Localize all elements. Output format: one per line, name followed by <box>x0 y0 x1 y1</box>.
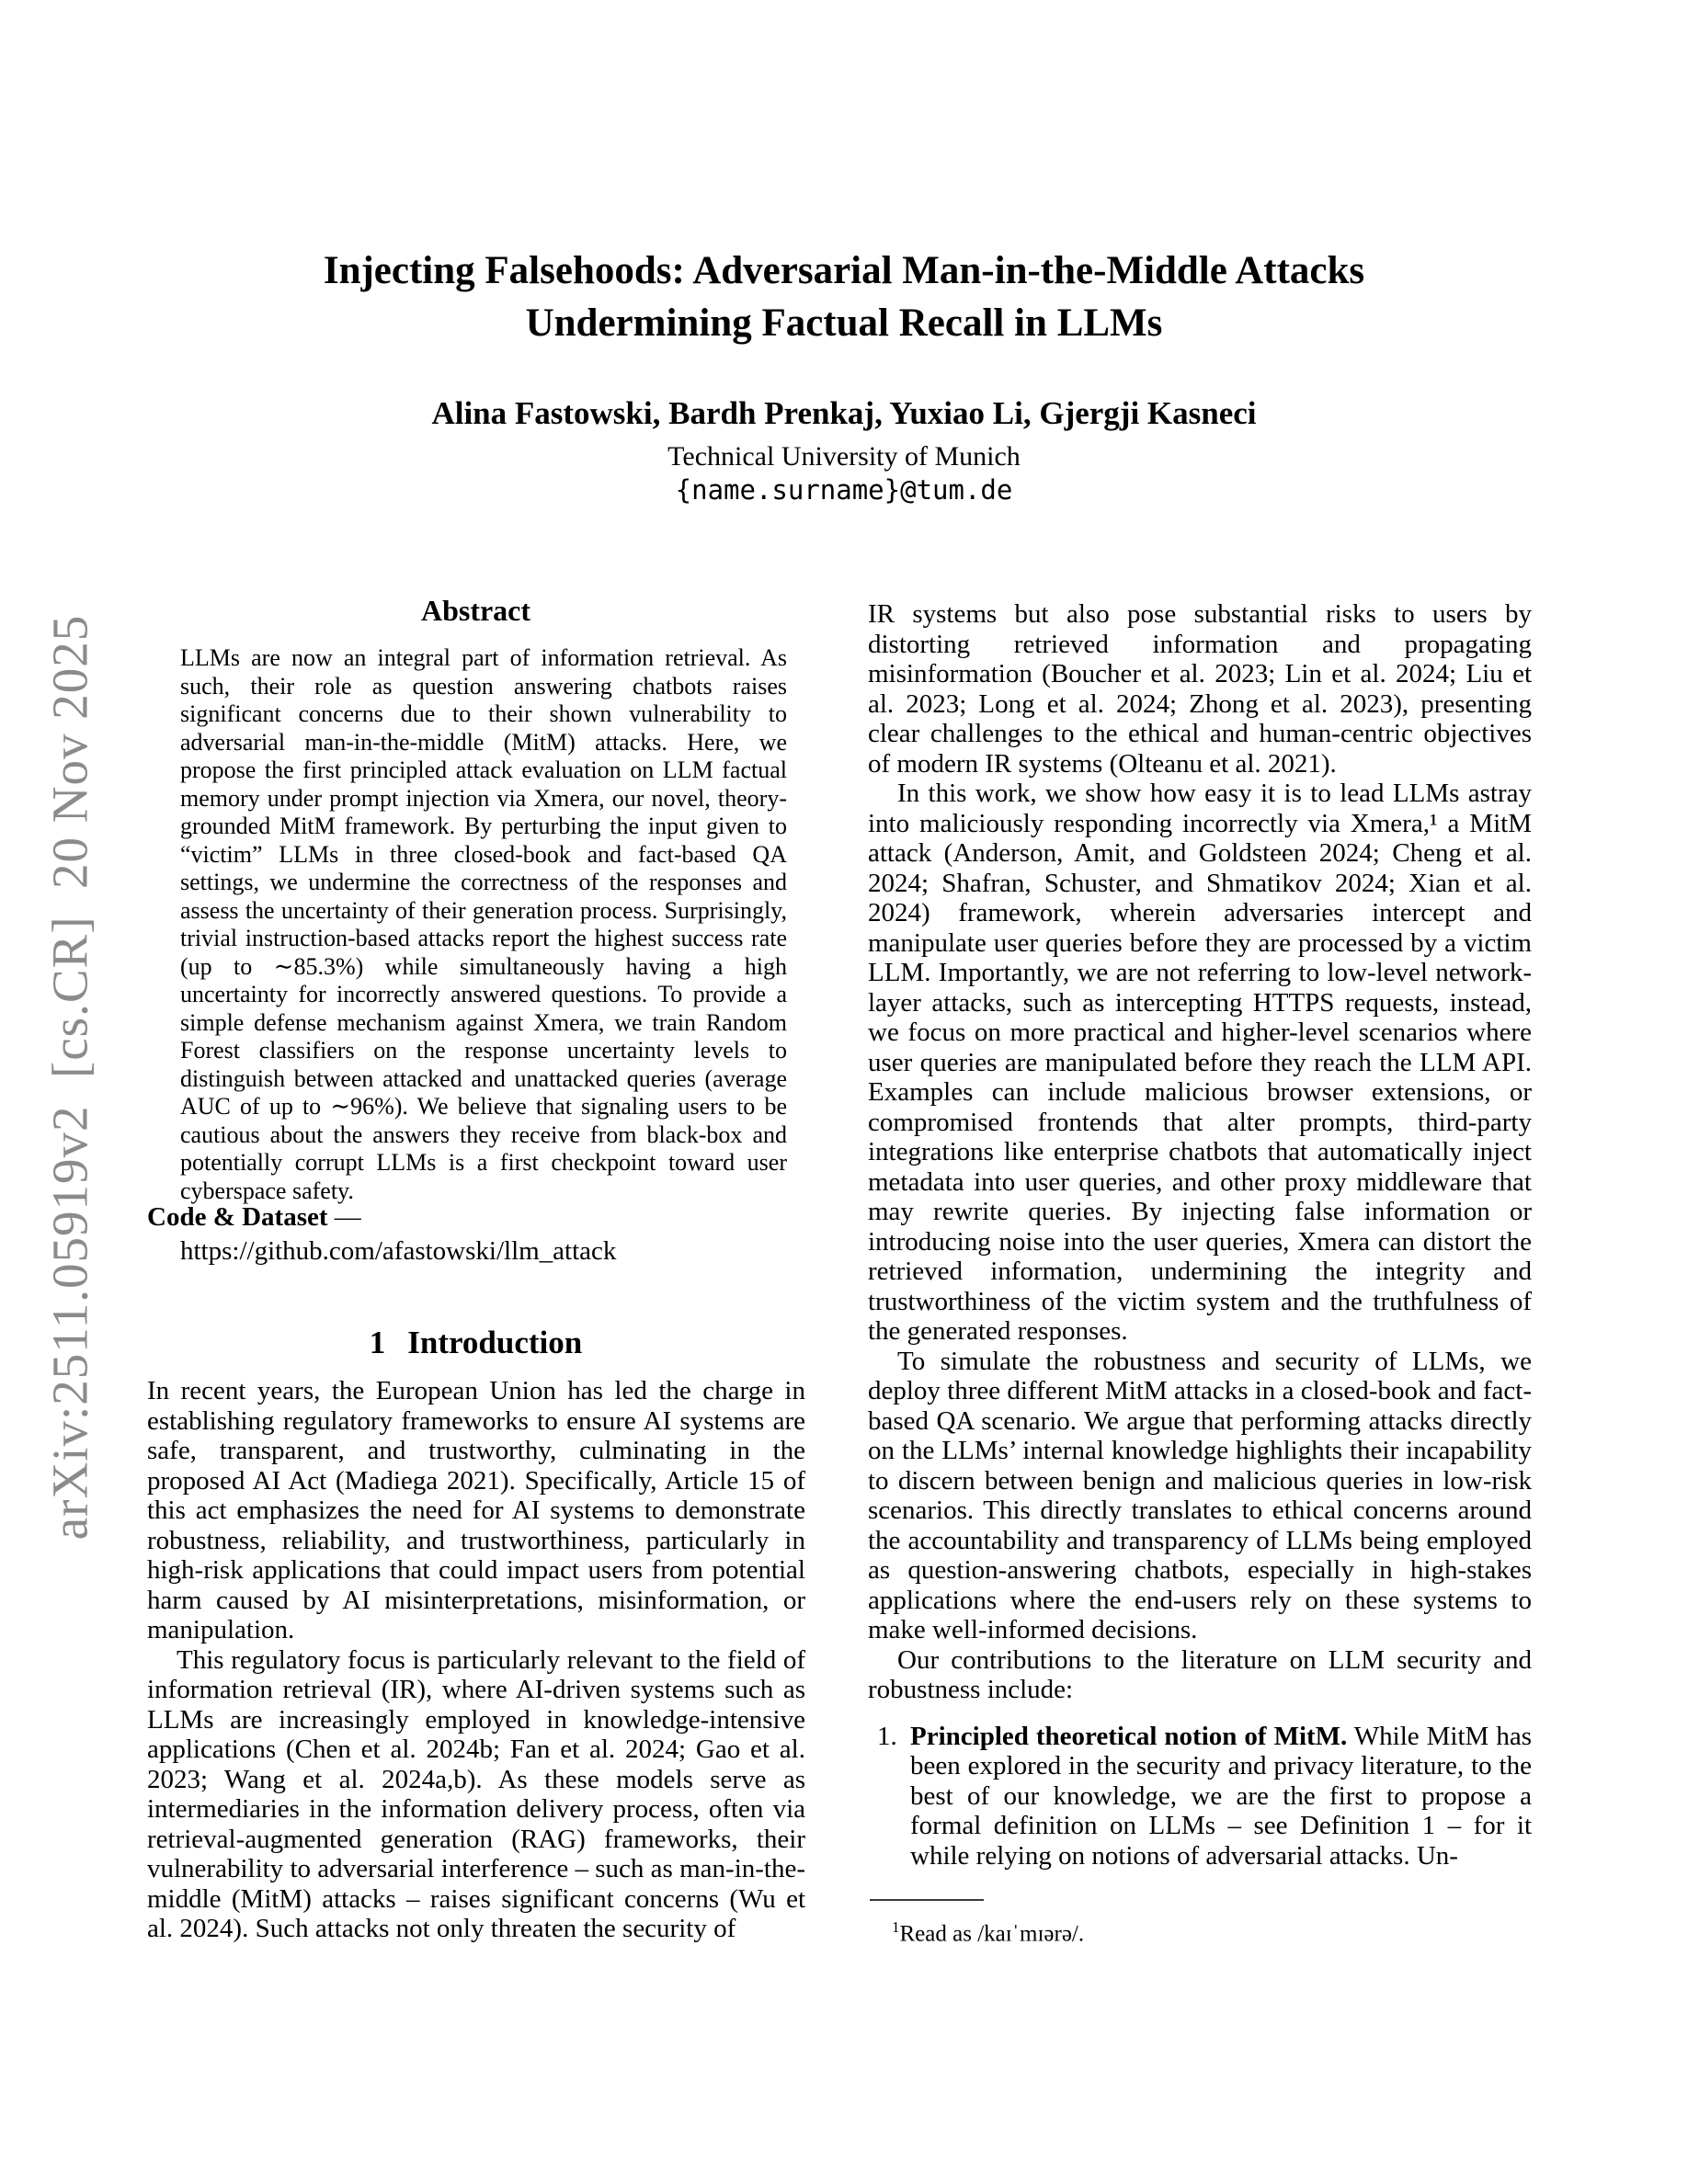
affiliation: Technical University of Munich <box>667 441 1021 472</box>
footnote-marker: 1 <box>892 1918 900 1936</box>
code-dataset-block <box>147 1200 805 1268</box>
footnote-divider <box>870 1899 984 1901</box>
footnote <box>870 1914 1532 1947</box>
github-link[interactable]: https://github.com/afastowski/llm_attack <box>180 1236 617 1266</box>
left-column-body <box>147 1376 805 1944</box>
paper-title: Injecting Falsehoods: Adversarial Man-in-the-Middle Attacks Undermining Factual Recall in LLMs <box>323 249 1365 345</box>
right-paragraph-1: IR systems but also pose substantial risks to users by distorting retrieved information and propagating misinformation (Boucher et al. 2023; Lin et al. 2024; Liu et al. 2023; Long et al. 2024; Zhong et al. 2023), presenting clear challenges to the ethical and human-centric objectives of modern IR systems (Olteanu et al. 2021). <box>868 599 1532 779</box>
arxiv-stamp: arXiv:2511.05919v2 [cs.CR] 20 Nov 2025 <box>41 614 98 1541</box>
code-dataset-url-line <box>180 1234 805 1268</box>
section-title: Introduction <box>407 1325 583 1360</box>
contribution-item-1 <box>868 1722 1532 1871</box>
abstract-heading: Abstract <box>420 594 531 627</box>
contribution-item-1-marker: 1. <box>877 1721 897 1751</box>
intro-paragraph-1: In recent years, the European Union has led the charge in establishing regulatory frameworks to ensure AI systems are safe, transparent, and trustworthy, culminating in the proposed AI Act (Madiega 2021). Specifically, Article 15 of this act emphasizes the need for AI systems to demonstrate robustness, reliability, and trustworthiness, particularly in high-risk applications that could impact users from potential harm caused by AI misinterpretations, misinformation, or manipulation. <box>147 1376 805 1644</box>
intro-paragraph-2: This regulatory focus is particularly relevant to the field of information retrieval (IR), where AI-driven systems such as LLMs are increasingly employed in knowledge-intensive applications (Chen et al. 2024b; Fan et al. 2024; Gao et al. 2023; Wang et al. 2024a,b). As these models serve as intermediaries in the information delivery process, often via retrieval-augmented generation (RAG) frameworks, their vulnerability to adversarial interference – such as man-in-the-middle (MitM) attacks – raises significant concerns (Wu et al. 2024). Such attacks not only threaten the security of <box>147 1644 805 1943</box>
authors-line: Alina Fastowski, Bardh Prenkaj, Yuxiao Li, Gjergji Kasneci <box>431 395 1257 431</box>
code-dataset-dash: — <box>327 1202 361 1232</box>
right-paragraph-2: In this work, we show how easy it is to lead LLMs astray into maliciously responding incorrectly via Xmera,¹ a MitM attack (Anderson, Amit, and Goldsteen 2024; Cheng et al. 2024; Shafran, Schuster, and Shmatikov 2024; Xian et al. 2024) framework, wherein adversaries intercept and manipulate user queries before they are processed by a victim LLM. Importantly, we are not referring to low-level network-layer attacks, such as intercepting HTTPS requests, instead, we focus on more practical and higher-level scenarios where user queries are manipulated before they reach the LLM API. Examples can include malicious browser extensions, or compromised frontends that alter prompts, third-party integrations like enterprise chatbots that automatically inject metadata into user queries, and other proxy middleware that may rewrite queries. By injecting false information or introducing noise into the user queries, Xmera can distort the retrieved information, undermining the integrity and trustworthiness of the victim system and the truthfulness of the generated responses. <box>868 779 1532 1346</box>
footnote-text: Read as /kaɪˈmɪərə/. <box>899 1921 1085 1947</box>
contribution-item-1-lead: Principled theoretical notion of MitM. <box>910 1721 1348 1751</box>
email-address: {name.surname}@tum.de <box>675 474 1013 506</box>
section-heading-introduction <box>147 1325 804 1361</box>
abstract-text: LLMs are now an integral part of information retrieval. As such, their role as question answering chatbots raises significant concerns due to their shown vulnerability to adversarial man-in-the-middle (MitM) attacks. Here, we propose the first principled attack evaluation on LLM factual memory under prompt injection via Xmera, our novel, theory-grounded MitM framework. By perturbing the input given to “victim” LLMs in three closed-book and fact-based QA settings, we undermine the correctness of the responses and assess the uncertainty of their generation process. Surprisingly, trivial instruction-based attacks report the highest success rate (up to ∼85.3%) while simultaneously having a high uncertainty for incorrectly answered questions. To provide a simple defense mechanism against Xmera, we train Random Forest classifiers on the response uncertainty levels to distinguish between attacked and unattacked queries (average AUC of up to ∼96%). We believe that signaling users to be cautious about the answers they receive from black-box and potentially corrupt LLMs is a first checkpoint toward user cyberspace safety. <box>180 644 787 1204</box>
contribution-item-1-text: While MitM has been explored in the security and privacy literature, to the best of our knowledge, we are the first to propose a formal definition on LLMs – see Definition 1 – for it while relying on notions of adversarial attacks. Un- <box>910 1721 1532 1871</box>
code-dataset-label: Code & Dataset <box>147 1202 328 1232</box>
right-column-body <box>868 599 1532 1871</box>
section-number: 1 <box>369 1325 386 1360</box>
right-paragraph-3: To simulate the robustness and security of LLMs, we deploy three different MitM attacks in a closed-book and fact-based QA scenario. We argue that performing attacks directly on the LLMs’ internal knowledge highlights their incapability to discern between benign and malicious queries in low-risk scenarios. This directly translates to ethical concerns around the accountability and transparency of LLMs being employed as question-answering chatbots, especially in high-stakes applications where the end-users rely on these systems to make well-informed decisions. <box>868 1346 1532 1644</box>
right-paragraph-4: Our contributions to the literature on LLM security and robustness include: <box>868 1644 1532 1704</box>
code-dataset-heading <box>147 1200 805 1234</box>
